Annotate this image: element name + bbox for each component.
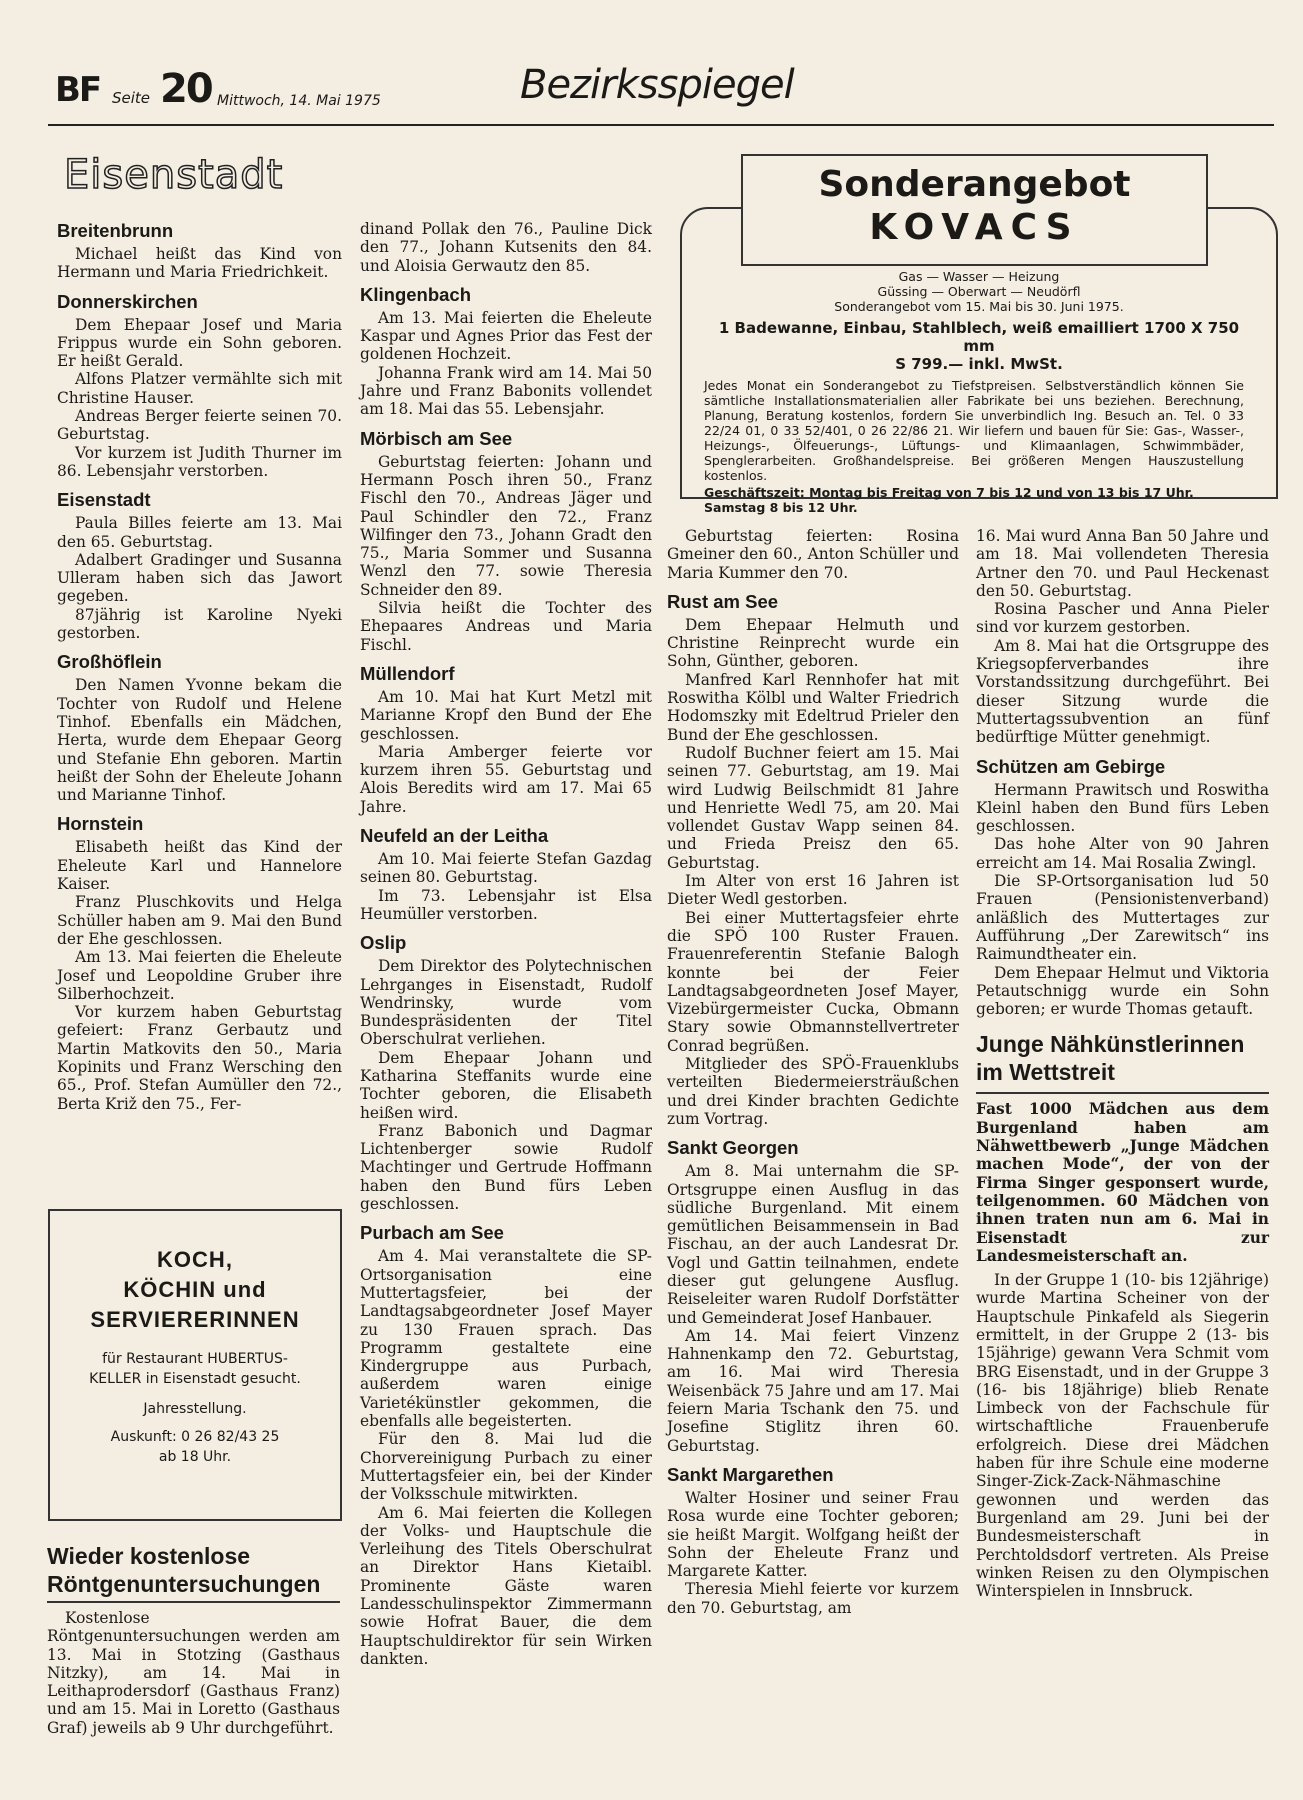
article-text: Alfons Platzer vermählte sich mit Christine Hauser. <box>57 370 342 407</box>
issue-date: Mittwoch, 14. Mai 1975 <box>217 93 381 109</box>
heading-grosshoeflein: Großhöflein <box>57 651 162 673</box>
article-text: Rudolf Buchner feiert am 15. Mai seinen 77. Geburtstag, am 19. Mai wird Ludwig Beilschmidt 81 Jahre und Henriette Wedl 75, am 20. Mai vollendet Gustav Wapp seinen 84. und Frieda Preisz den 65. Geburtstag. <box>667 743 959 872</box>
heading-oslip: Oslip <box>360 932 407 954</box>
ad-phone: Auskunft: 0 26 82/43 25 <box>110 1429 280 1445</box>
kovacs-title-box <box>741 154 1208 266</box>
heading-klingenbach: Klingenbach <box>360 283 472 305</box>
ad-hours: Geschäftszeit: Montag bis Freitag von 7 bis 12 und von 13 bis 17 Uhr. Samstag 8 bis 12 Uhr. <box>704 485 1194 515</box>
column-2 <box>360 220 652 1668</box>
article-text: Im 73. Lebensjahr ist Elsa Heumüller verstorben. <box>360 886 652 923</box>
ad-company: KOVACS <box>869 207 1080 248</box>
column-1 <box>57 220 342 1113</box>
article-text: Theresia Miehl feierte vor kurzem den 70. Geburtstag, am <box>667 1580 959 1617</box>
page-number: 20 <box>160 66 212 112</box>
article-text: Am 4. Mai veranstaltete die SP-Ortsorganisation eine Muttertagsfeier, bei der Landtagsabgeordneter Josef Mayer zu 130 Frauen sprach. Das Programm gestaltete eine Kindergruppe aus Purbach, außerdem waren einige Varietékünstler gekommen, die ebenfalls alle begeisterten. <box>360 1247 652 1431</box>
article-text: Am 13. Mai feierten die Eheleute Kaspar und Agnes Prior das Fest der goldenen Hochzeit. <box>360 308 652 364</box>
article-text: Andreas Berger feierte seinen 70. Geburtstag. <box>57 407 342 444</box>
heading-rust: Rust am See <box>667 590 779 612</box>
page-label: Seite <box>112 89 151 107</box>
article-text: 16. Mai wurd Anna Ban 50 Jahre und am 18. Mai vollendeten Theresia Artner den 70. und Paul Heckenast den 50. Geburtstag. <box>976 527 1269 600</box>
article-text: Paula Billes feierte am 13. Mai den 65. Geburtstag. <box>57 514 342 551</box>
article-text: Geburtstag feierten: Johann und Hermann Posch ihren 50., Franz Fischl den 70., Andreas Jäger und Paul Schindler den 72., Franz Wilfinger den 73., Johann Gradt den 75., Maria Sommer und Susanna Wenzl den 77. sowie Theresia Schneider den 89. <box>360 452 652 599</box>
article-text: Rosina Pascher und Anna Pieler sind vor kurzem gestorben. <box>976 600 1269 637</box>
column-3 <box>667 527 959 1617</box>
article-text: Adalbert Gradinger und Susanna Ulleram haben sich das Jawort gegeben. <box>57 550 342 606</box>
heading-breitenbrunn: Breitenbrunn <box>57 220 174 241</box>
article-text: Dem Ehepaar Johann und Katharina Steffanits wurde eine Tochter geboren, die Elisabeth heißen wird. <box>360 1048 652 1122</box>
article-text: Am 10. Mai hat Kurt Metzl mit Marianne Kropf den Bund der Ehe geschlossen. <box>360 687 652 743</box>
article-text: Am 6. Mai feierten die Kollegen der Volks- und Hauptschule die Verleihung des Titels Oberschulrat an Direktor Hans Kietaibl. Prominente Gäste waren Landesschulinspektor Zimmermann sowie Hofrat Bauer, die dem Hauptschuldirektor für sein Wirken dankten. <box>360 1503 652 1668</box>
ad-title: Sonderangebot <box>818 164 1131 205</box>
article-text: Michael heißt das Kind von Hermann und Maria Friedrichkeit. <box>57 245 342 282</box>
article-text: Für den 8. Mai lud die Chorvereinigung Purbach zu einer Muttertagsfeier ein, bei der Kinder der Volksschule mitwirkten. <box>360 1430 652 1504</box>
article-text: In der Gruppe 1 (10- bis 12jährige) wurde Martina Scheiner von der Hauptschule Pinkafeld als Siegerin ermittelt, in der Gruppe 2 (13- bis 15jährige) gewann Vera Schmit vom BRG Eisenstadt, und in der Gruppe 3 (16- bis 18jährige) blieb Renate Limbeck von der Fachschule für wirtschaftliche Frauenberufe erfolgreich. Diese drei Mädchen haben für ihre Schule eine moderne Singer-Zick-Zack-Nähmaschine gewonnen und werden das Burgenland am 29. Juni bei der Bundesmeisterschaft in Perchtoldsdorf vertreten. Als Preise winken Reisen zu den Olympischen Winterspielen in Innsbruck. <box>976 1271 1269 1601</box>
headline-rule <box>976 1092 1269 1094</box>
heading-donnerskirchen: Donnerskirchen <box>57 290 198 312</box>
roentgen-article <box>47 1542 340 1737</box>
heading-sankt-margarethen: Sankt Margarethen <box>667 1463 834 1485</box>
article-text: Dem Ehepaar Helmuth und Christine Reinprecht wurde ein Sohn, Günther, geboren. <box>667 615 959 671</box>
section-title: Bezirksspiegel <box>520 62 794 108</box>
article-text: Am 14. Mai feiert Vinzenz Hahnenkamp den 72. Geburtstag, am 16. Mai wird Theresia Weisenbäck 75 Jahre und am 17. Mai feiern Maria Tschank den 75. und Josefine Stiglitz ihren 60. Geburtstag. <box>667 1326 959 1455</box>
article-text: Dem Ehepaar Josef und Maria Frippus wurde ein Sohn geboren. Er heißt Gerald. <box>57 315 342 371</box>
ad-text: Güssing — Oberwart — Neudörfl <box>877 284 1081 299</box>
ad-headline: KÖCHIN und <box>123 1277 267 1302</box>
article-text: Am 10. Mai feierte Stefan Gazdag seinen 80. Geburtstag. <box>360 850 652 887</box>
column-4 <box>976 527 1269 1600</box>
article-text: Bei einer Muttertagsfeier ehrte die SPÖ 100 Ruster Frauen. Frauenreferentin Stefanie Balogh konnte bei der Feier Landtagsabgeordneten Josef Mayer, Vizebürgermeister Cucka, Obmann Stary sowie Obmannstellvertreter Conrad begrüßen. <box>667 908 959 1055</box>
header-rule <box>48 124 1274 126</box>
article-text: Johanna Frank wird am 14. Mai 50 Jahre und Franz Babonits vollendet am 18. Mai das 55. Lebensjahr. <box>360 363 652 419</box>
article-text: Geburtstag feierten: Rosina Gmeiner den 60., Anton Schüller und Maria Kummer den 70. <box>667 527 959 582</box>
newspaper-logo: BF <box>55 70 101 110</box>
job-advertisement <box>48 1209 342 1521</box>
ad-text: Jedes Monat ein Sonderangebot zu Tiefstpreisen. Selbstverständlich können Sie sämtliche Installationsmaterialien aller Fabrikate bei uns beziehen. Berechnung, Planung, Beratung kostenlos, fordern Sie unverbindlich Ing. Besuch an. Tel. 0 33 22/24 01, 0 33 52/401, 0 26 22/86 21. Wir liefern und bauen für Sie: Gas-, Wasser-, Heizungs-, Ölfeuerungs-, Lüftungs- und Klimaanlagen, Schwimmbäder, Spenglerarbeiten. Großhandelspreise. Bei größeren Mengen Hauszustellung kostenlos. <box>704 378 1244 483</box>
article-text: Mitglieder des SPÖ-Frauenklubs verteilten Biedermeiersträußchen und drei Kinder brachten Gedichte zum Vortrag. <box>667 1055 959 1128</box>
article-text: Kostenlose Röntgenuntersuchungen werden am 13. Mai in Stotzing (Gasthaus Nitzky), am 14. Mai in Leithaprodersdorf (Gasthaus Franz) und am 15. Mai in Loretto (Gasthaus Graf) jeweils ab 9 Uhr durchgeführt. <box>47 1609 340 1737</box>
heading-eisenstadt: Eisenstadt <box>57 489 151 511</box>
article-text: Vor kurzem haben Geburtstag gefeiert: Franz Gerbautz und Martin Matkovits den 50., Maria Kopinits und Franz Wersching den 65., Prof. Stefan Aumüller den 72., Berta Križ den 75., Fer- <box>57 1003 342 1113</box>
region-title: Eisenstadt <box>64 152 284 198</box>
article-text: Franz Pluschkovits und Helga Schüller haben am 9. Mai den Bund der Ehe geschlossen. <box>57 893 342 948</box>
article-text: Das hohe Alter von 90 Jahren erreicht am 14. Mai Rosalia Zwingl. <box>976 835 1269 872</box>
article-text: 87jährig ist Karoline Nyeki gestorben. <box>57 605 342 643</box>
article-text: Am 8. Mai unternahm die SP-Ortsgruppe einen Ausflug in das südliche Burgenland. Mit einem gemütlichen Beisammensein in Bad Fischau, an der auch Landesrat Dr. Vogl und Gattin teilnahmen, endete dieser gut gelungene Ausflug. Reiseleiter waren Rudolf Dorfstätter und Gemeinderat Josef Hanbauer. <box>667 1162 959 1327</box>
article-text: Maria Amberger feierte vor kurzem ihren 55. Geburtstag und Alois Beredits wird am 17. Mai 65 Jahre. <box>360 742 652 816</box>
article-text: Elisabeth heißt das Kind der Eheleute Karl und Hannelore Kaiser. <box>57 838 342 894</box>
article-text: Vor kurzem ist Judith Thurner im 86. Lebensjahr verstorben. <box>57 443 342 480</box>
ad-offer: 1 Badewanne, Einbau, Stahlblech, weiß emailliert 1700 X 750 mm <box>718 319 1240 355</box>
ad-headline: SERVIERERINNEN <box>90 1307 300 1332</box>
heading-schuetzen: Schützen am Gebirge <box>976 755 1166 777</box>
article-text: Am 8. Mai hat die Ortsgruppe des Kriegsopferverbandes ihre Vorstandssitzung durchgeführt. Bei dieser Sitzung wurde die Muttertagssubvention an fünf bedürftige Mütter genehmigt. <box>976 636 1269 747</box>
heading-sankt-georgen: Sankt Georgen <box>667 1137 799 1159</box>
ad-text: Gas — Wasser — Heizung <box>898 269 1060 284</box>
article-headline: Röntgenuntersuchungen <box>47 1570 340 1603</box>
heading-hornstein: Hornstein <box>57 813 144 835</box>
heading-purbach: Purbach am See <box>360 1222 504 1244</box>
article-headline: Junge Nähkünstlerinnen <box>976 1031 1245 1058</box>
article-text: Den Namen Yvonne bekam die Tochter von Rudolf und Helene Tinhof. Ebenfalls ein Mädchen, Herta, wurde dem Ehepaar Georg und Stefanie Ehn geboren. Martin heißt der Sohn der Eheleute Johann und Marianne Tinhof. <box>57 676 342 805</box>
ad-text: ab 18 Uhr. <box>158 1449 232 1465</box>
article-text: Am 13. Mai feierten die Eheleute Josef und Leopoldine Gruber ihre Silberhochzeit. <box>57 948 342 1003</box>
ad-headline: KOCH, <box>157 1247 233 1272</box>
article-text: Silvia heißt die Tochter des Ehepaares Andreas und Maria Fischl. <box>360 599 652 654</box>
article-text: Die SP-Ortsorganisation lud 50 Frauen (Pensionistenverband) anläßlich des Muttertages zur Aufführung „Der Zarewitsch“ ins Raimundtheater ein. <box>976 872 1269 964</box>
article-text: dinand Pollak den 76., Pauline Dick den 77., Johann Kutsenits den 84. und Aloisia Gerwautz den 85. <box>360 220 652 275</box>
article-headline: im Wettstreit <box>976 1059 1115 1086</box>
heading-neufeld: Neufeld an der Leitha <box>360 825 549 847</box>
article-text: Dem Ehepaar Helmut und Viktoria Petautschnigg wurde ein Sohn geboren; er wurde Thomas getauft. <box>976 963 1269 1019</box>
article-text: Dem Direktor des Polytechnischen Lehrganges in Eisenstadt, Rudolf Wendrinsky, wurde vom Bundespräsidenten der Titel Oberschulrat verliehen. <box>360 957 652 1049</box>
article-lead: Fast 1000 Mädchen aus dem Burgenland haben am Nähwettbewerb „Junge Mädchen machen Mode“, der von der Firma Singer gesponsert wurde, teilgenommen. 60 Mädchen von ihnen traten nun am 6. Mai in Eisenstadt zur Landesmeisterschaft an. <box>976 1100 1269 1265</box>
article-text: Franz Babonich und Dagmar Lichtenberger sowie Rudolf Machtinger und Gertrude Hoffmann haben den Bund fürs Leben geschlossen. <box>360 1121 652 1214</box>
ad-text: KELLER in Eisenstadt gesucht. <box>89 1371 301 1387</box>
heading-moerbisch: Mörbisch am See <box>360 427 513 449</box>
ad-text: Jahresstellung. <box>143 1401 247 1417</box>
ad-text: Sonderangebot vom 15. Mai bis 30. Juni 1975. <box>834 299 1124 314</box>
ad-price: S 799.— inkl. MwSt. <box>895 355 1063 373</box>
article-headline: Wieder kostenlose <box>47 1543 251 1569</box>
article-text: Walter Hosiner und seiner Frau Rosa wurde eine Tochter geboren; sie heißt Margit. Wolfgang heißt der Sohn der Eheleute Franz und Margarete Katter. <box>667 1488 959 1581</box>
article-text: Hermann Prawitsch und Roswitha Kleinl haben den Bund fürs Leben geschlossen. <box>976 780 1269 836</box>
heading-muellendorf: Müllendorf <box>360 662 455 684</box>
article-text: Im Alter von erst 16 Jahren ist Dieter Wedl gestorben. <box>667 872 959 909</box>
ad-text: für Restaurant HUBERTUS- <box>102 1351 288 1367</box>
article-text: Manfred Karl Rennhofer hat mit Roswitha Kölbl und Walter Friedrich Hodomszky mit Edeltrud Prieler den Bund der Ehe geschlossen. <box>667 670 959 744</box>
